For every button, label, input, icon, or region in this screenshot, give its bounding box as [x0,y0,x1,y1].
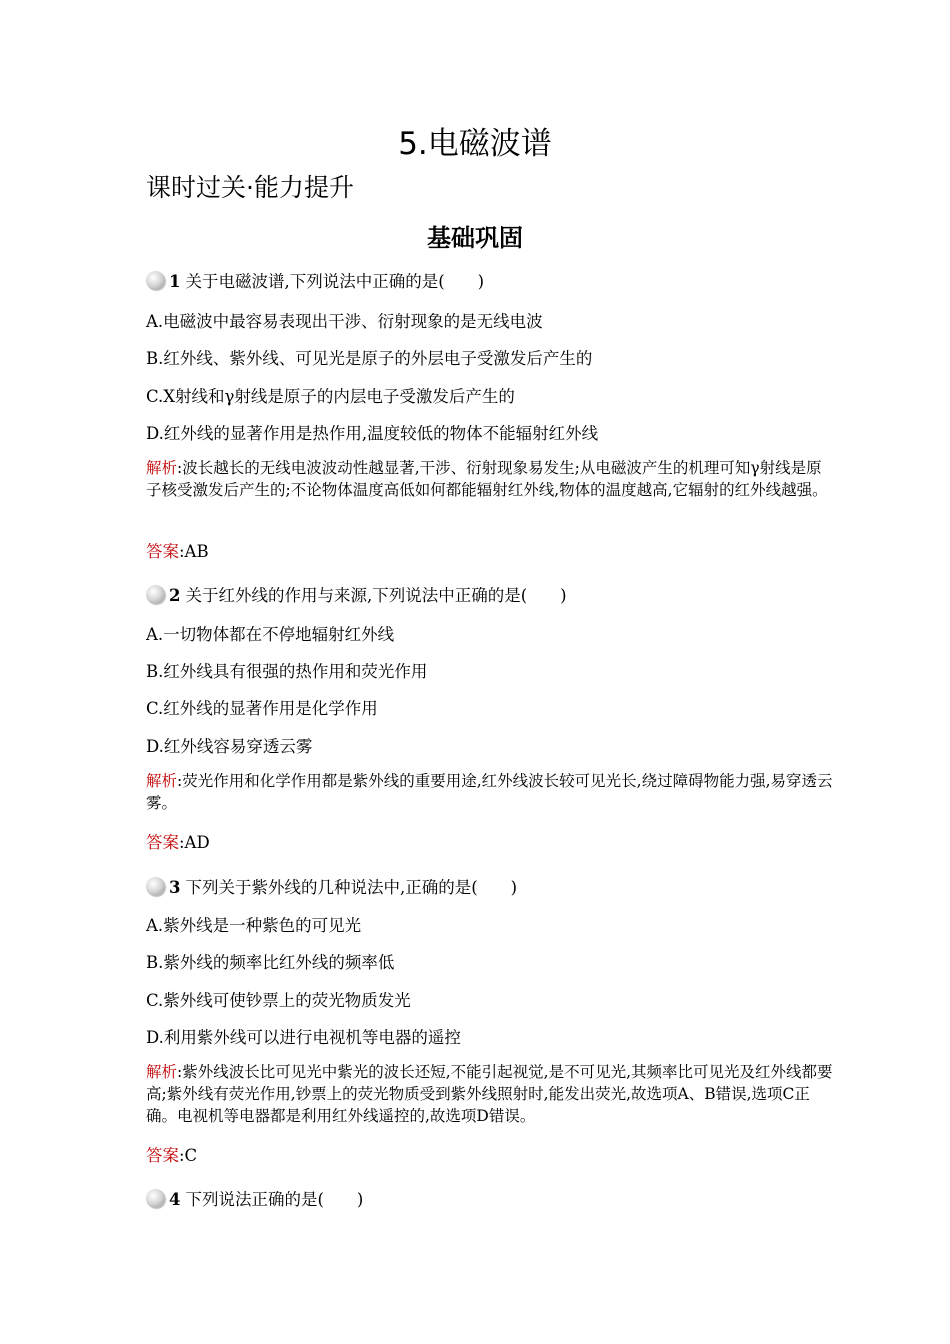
answer-text: :AB [179,542,209,561]
analysis-text: :波长越长的无线电波波动性越显著,干涉、衍射现象易发生;从电磁波产生的机理可知γ射线是原子核受激发后产生的;不论物体温度高低如何都能辐射红外线,物体的温度越高,它辐射的红外线越强。 [146,459,828,499]
question-number: 4 [169,1190,181,1209]
question-2-analysis [146,770,836,814]
question-1-option-b: B.红外线、紫外线、可见光是原子的外层电子受激发后产生的 [146,349,593,368]
analysis-label: 解析 [146,1063,178,1081]
question-4-stem [146,1186,363,1210]
question-1-option-c: C.X射线和γ射线是原子的内层电子受激发后产生的 [146,387,515,406]
section-heading: 基础巩固 [427,224,523,252]
answer-text: :C [179,1146,198,1165]
question-2-answer [146,829,210,853]
question-1-option-a: A.电磁波中最容易表现出干涉、衍射现象的是无线电波 [146,312,543,331]
question-1-option-d: D.红外线的显著作用是热作用,温度较低的物体不能辐射红外线 [146,424,599,443]
question-2-option-d: D.红外线容易穿透云雾 [146,737,313,756]
question-3-analysis [146,1061,836,1127]
answer-text: :AD [179,833,210,852]
question-marker-icon [146,271,165,290]
page-title: 5.电磁波谱 [398,126,552,162]
question-1-stem [146,268,484,292]
question-number: 2 [169,586,181,605]
question-3-option-c: C.紫外线可使钞票上的荧光物质发光 [146,991,411,1010]
question-marker-icon [146,877,165,896]
question-3-stem [146,874,517,898]
question-3-option-d: D.利用紫外线可以进行电视机等电器的遥控 [146,1028,461,1047]
question-1-analysis [146,457,836,501]
question-2-option-b: B.红外线具有很强的热作用和荧光作用 [146,662,428,681]
question-1-answer [146,538,209,562]
question-2-option-a: A.一切物体都在不停地辐射红外线 [146,625,395,644]
analysis-text: :荧光作用和化学作用都是紫外线的重要用途,红外线波长较可见光长,绕过障碍物能力强,易穿透云雾。 [146,772,833,812]
question-3-answer [146,1142,197,1166]
answer-label: 答案 [146,833,179,852]
question-2-stem [146,582,567,606]
question-text: 关于红外线的作用与来源,下列说法中正确的是( ) [185,586,567,605]
question-text: 关于电磁波谱,下列说法中正确的是( ) [185,272,485,291]
question-2-option-c: C.红外线的显著作用是化学作用 [146,699,378,718]
question-3-option-b: B.紫外线的频率比红外线的频率低 [146,953,395,972]
question-number: 1 [169,272,181,291]
question-text: 下列关于紫外线的几种说法中,正确的是( ) [185,878,518,897]
analysis-label: 解析 [146,772,178,790]
answer-label: 答案 [146,542,179,561]
question-marker-icon [146,1189,165,1208]
page-subtitle: 课时过关·能力提升 [146,173,354,202]
question-3-option-a: A.紫外线是一种紫色的可见光 [146,916,362,935]
question-marker-icon [146,585,165,604]
question-number: 3 [169,878,181,897]
question-text: 下列说法正确的是( ) [185,1190,364,1209]
answer-label: 答案 [146,1146,179,1165]
analysis-text: :紫外线波长比可见光中紫光的波长还短,不能引起视觉,是不可见光,其频率比可见光及红外线都要高;紫外线有荧光作用,钞票上的荧光物质受到紫外线照射时,能发出荧光,故选项A、B错误,选项C正确。电视机等电器都是利用红外线遥控的,故选项D错误。 [146,1063,833,1125]
analysis-label: 解析 [146,459,178,477]
